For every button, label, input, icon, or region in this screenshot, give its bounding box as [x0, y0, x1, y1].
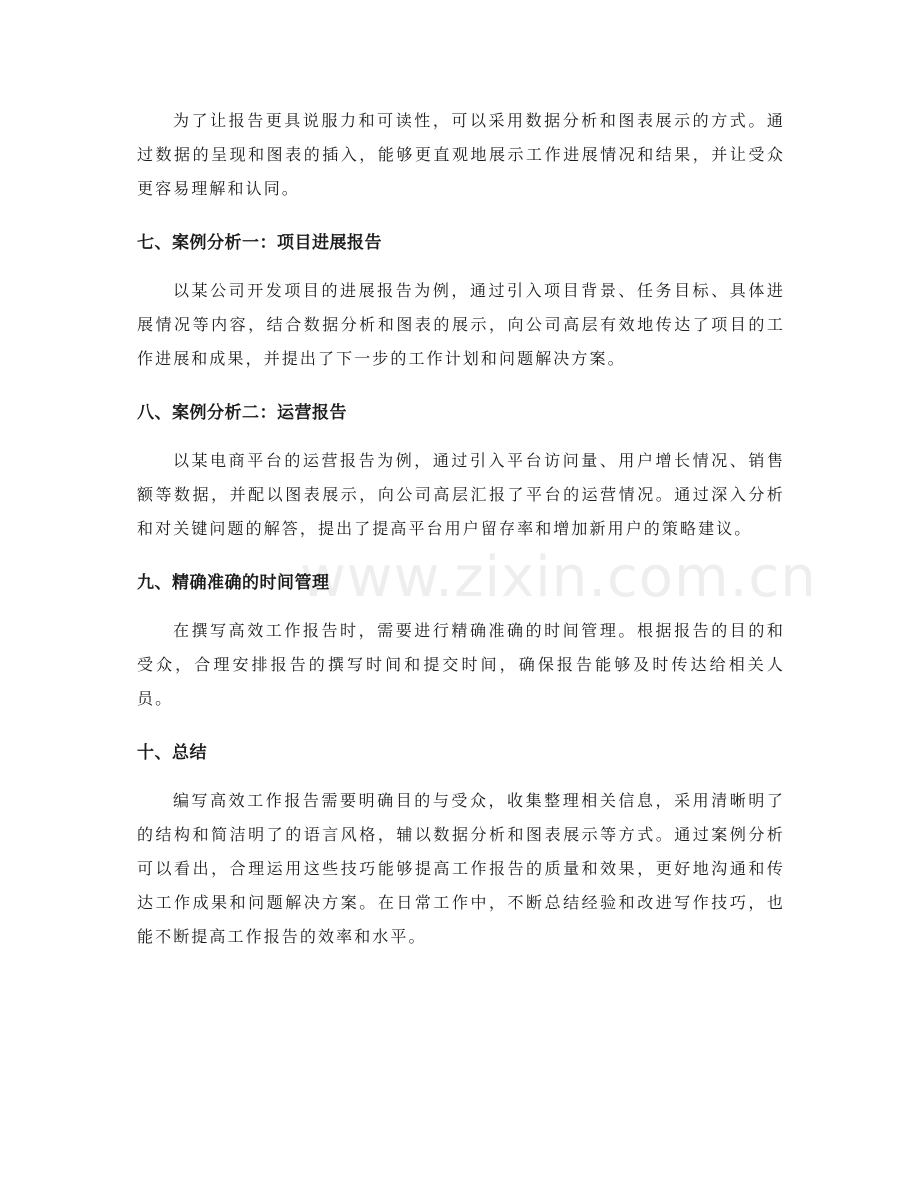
section-9-paragraph: 在撰写高效工作报告时，需要进行精确准确的时间管理。根据报告的目的和受众，合理安排报告的撰写时间和提交时间，确保报告能够及时传达给相关人员。 — [137, 621, 785, 708]
intro-paragraph: 为了让报告更具说服力和可读性，可以采用数据分析和图表展示的方式。通过数据的呈现和图表的插入，能够更直观地展示工作进展情况和结果，并让受众更容易理解和认同。 — [137, 111, 785, 198]
section-7-paragraph: 以某公司开发项目的进展报告为例，通过引入项目背景、任务目标、具体进展情况等内容，结合数据分析和图表的展示，向公司高层有效地传达了项目的工作进展和成果，并提出了下一步的工作计划和问题解决方案。 — [137, 281, 785, 368]
section-7-heading: 七、案例分析一：项目进展报告 — [137, 233, 382, 253]
section-10-heading: 十、总结 — [137, 743, 207, 763]
watermark: www.zixin.com.cn — [300, 545, 817, 610]
document-body — [137, 104, 785, 954]
section-10-paragraph: 编写高效工作报告需要明确目的与受众，收集整理相关信息，采用清晰明了的结构和简洁明了的语言风格，辅以数据分析和图表展示等方式。通过案例分析可以看出，合理运用这些技巧能够提高工作报告的质量和效果，更好地沟通和传达工作成果和问题解决方案。在日常工作中，不断总结经验和改进写作技巧，也能不断提高工作报告的效率和水平。 — [137, 791, 785, 946]
section-8-heading: 八、案例分析二：运营报告 — [137, 403, 347, 423]
section-8-paragraph: 以某电商平台的运营报告为例，通过引入平台访问量、用户增长情况、销售额等数据，并配以图表展示，向公司高层汇报了平台的运营情况。通过深入分析和对关键问题的解答，提出了提高平台用户留存率和增加新用户的策略建议。 — [137, 451, 785, 538]
section-9-heading: 九、精确准确的时间管理 — [137, 573, 330, 593]
